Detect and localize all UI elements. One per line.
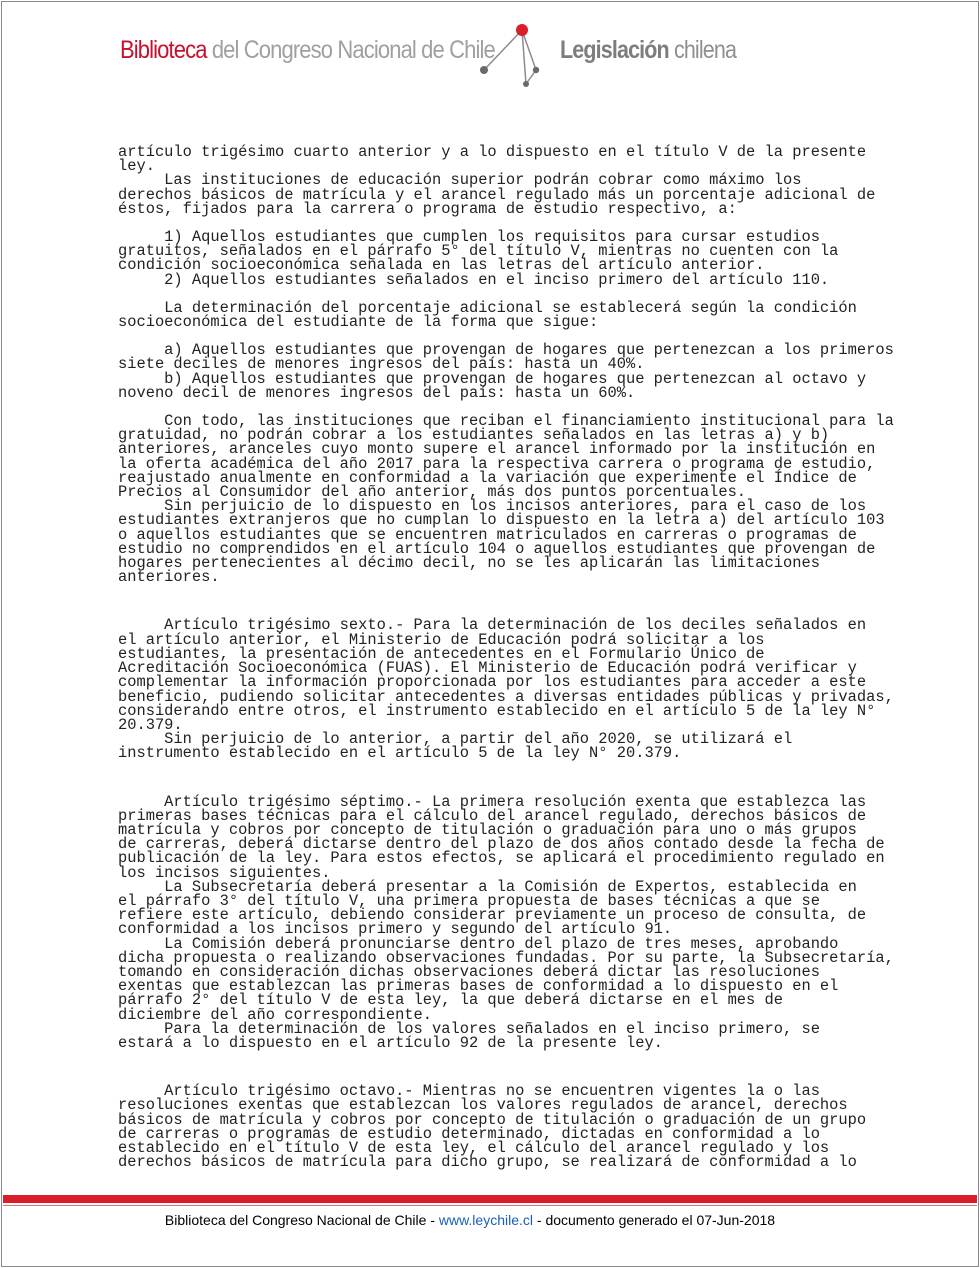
text-line: estudiantes extranjeros que no cumplan lo dispuesto en la letra a) del artículo 103: [118, 511, 885, 530]
text-line: primeras bases técnicas para el cálculo del arancel regulado, derechos básicos de: [118, 806, 867, 825]
text-line: la oferta académica del año 2017 para la respectiva carrera o programa de estudio,: [118, 454, 876, 473]
text-line: 2) Aquellos estudiantes señalados en el inciso primero del artículo 110.: [118, 270, 830, 289]
text-line: noveno decil de menores ingresos del país: hasta un 60%.: [118, 383, 636, 402]
text-line: reajustado anualmente en conformidad a la variación que experimente el Índice de: [118, 468, 857, 487]
text-line: de carreras o programas de estudio determinado, dictadas en conformidad a lo: [118, 1124, 820, 1143]
text-line: instrumento establecido en el artículo 5 de la ley N° 20.379.: [118, 744, 682, 763]
text-line: gratuitos, señalados en el párrafo 5° del título V, mientras no cuenten con la: [118, 242, 839, 261]
text-line: anteriores, aranceles cuyo monto supere el arancel informado por la institución en: [118, 440, 876, 459]
text-line: La Comisión deberá pronunciarse dentro del plazo de tres meses, aprobando: [118, 934, 839, 953]
text-line: estará a lo dispuesto en el artículo 92 de la presente ley.: [118, 1033, 663, 1052]
text-line: Precios al Consumidor del año anterior, más dos puntos porcentuales.: [118, 483, 747, 502]
bcn-logo-text: [120, 36, 495, 65]
text-line: el párrafo 3° del título V, una primera propuesta de bases técnicas a que se: [118, 891, 820, 910]
text-line: Acreditación Socioeconómica (FUAS). El Ministerio de Educación podrá verificar y: [118, 659, 857, 678]
text-line: b) Aquellos estudiantes que provengan de hogares que pertenezcan al octavo y: [118, 369, 867, 388]
page-header: [0, 0, 980, 110]
text-line: los incisos siguientes.: [118, 863, 331, 882]
document-body: [118, 143, 938, 1172]
text-line: gratuidad, no podrán cobrar a los estudiantes señalados en las letras a) y b): [118, 426, 830, 445]
footer-suffix: - documento generado el 07-Jun-2018: [533, 1212, 776, 1228]
text-line: siete deciles de menores ingresos del país: hasta un 40%.: [118, 355, 645, 374]
text-line: Las instituciones de educación superior podrán cobrar como máximo los: [118, 171, 802, 190]
text-line: beneficio, pudiendo solicitar antecedentes a diversas entidades públicas y privadas,: [118, 687, 894, 706]
text-line: básicos de matrícula y cobros por concepto de titulación o graduación de un grupo: [118, 1110, 867, 1129]
text-line: derechos básicos de matrícula y el arancel regulado más un porcentaje adicional de: [118, 185, 876, 204]
text-line: Con todo, las instituciones que reciban el financiamiento institucional para la: [118, 412, 894, 431]
text-line: a) Aquellos estudiantes que provengan de hogares que pertenezcan a los primeros: [118, 341, 894, 360]
text-line: Artículo trigésimo octavo.- Mientras no se encuentren vigentes la o las: [118, 1082, 820, 1101]
text-line: derechos básicos de matrícula para dicho grupo, se realizará de conformidad a lo: [118, 1153, 857, 1172]
text-line: resoluciones exentas que establezcan los valores regulados de arancel, derechos: [118, 1096, 848, 1115]
text-line: anteriores.: [118, 568, 220, 587]
text-line: matrícula y cobros por concepto de titulación o graduación para uno o más grupos: [118, 820, 857, 839]
text-line: publicación de la ley. Para estos efectos, se aplicará el procedimiento regulado en: [118, 849, 885, 868]
text-line: dicha propuesta o realizando observaciones fundadas. Por su parte, la Subsecretaría,: [118, 948, 894, 967]
text-line: exentas que establezcan las primeras bases de conformidad a lo dispuesto en el: [118, 977, 839, 996]
body-block-articulo-37: [118, 792, 938, 1052]
text-line: estudio no comprendidos en el artículo 104 o aquellos estudiantes que provengan de: [118, 539, 876, 558]
text-line: establecido en el título V de esta ley, el cálculo del arancel regulado y los: [118, 1138, 830, 1157]
footer-divider: [3, 1205, 977, 1206]
text-line: Para la determinación de los valores señalados en el inciso primero, se: [118, 1019, 820, 1038]
text-line: La Subsecretaría deberá presentar a la Comisión de Expertos, establecida en: [118, 877, 857, 896]
text-line: 1) Aquellos estudiantes que cumplen los requisitos para cursar estudios: [118, 228, 820, 247]
text-line: de carreras, deberá dictarse dentro del plazo de dos años contado desde la fecha de: [118, 835, 885, 854]
text-line: o aquellos estudiantes que se encuentren matriculados en carreras o programas de: [118, 525, 857, 544]
text-line: considerando entre otros, el instrumento establecido en el artículo 5 de la ley N°: [118, 701, 876, 720]
text-line: estudiantes, la presentación de antecedentes en el Formulario Único de: [118, 644, 765, 663]
logo-brand-word: Biblioteca: [120, 36, 207, 64]
text-line: La determinación del porcentaje adicional se establecerá según la condición: [118, 298, 857, 317]
logo-legislacion-word: Legislación: [560, 36, 669, 64]
leychile-link[interactable]: www.leychile.cl: [438, 1212, 533, 1228]
body-block-articulo-38: [118, 1082, 938, 1172]
text-line: condición socioeconómica señalada en las letras del artículo anterior.: [118, 256, 765, 275]
bcn-triangle-logo-icon: [478, 20, 550, 90]
text-line: complementar la información proporcionada por los estudiantes para acceder a este: [118, 673, 867, 692]
logo-brand-rest: del Congreso Nacional de Chile: [206, 36, 495, 64]
text-line: diciembre del año correspondiente.: [118, 1005, 433, 1024]
legislacion-chilena-logo-text: [560, 36, 736, 65]
text-line: éstos, fijados para la carrera o programa de estudio respectivo, a:: [118, 199, 737, 218]
footer-red-bar: [3, 1195, 977, 1203]
footer-caption: [0, 1212, 940, 1228]
body-block-articulo-36: [118, 616, 938, 763]
text-line: Sin perjuicio de lo dispuesto en los incisos anteriores, para el caso de los: [118, 497, 867, 516]
text-line: refiere este artículo, debiendo considerar previamente un proceso de consulta, de: [118, 906, 867, 925]
footer-prefix: Biblioteca del Congreso Nacional de Chile -: [164, 1212, 439, 1228]
text-line: párrafo 2° del título V de esta ley, la que deberá dictarse en el mes de: [118, 991, 783, 1010]
text-line: Sin perjuicio de lo anterior, a partir del año 2020, se utilizará el: [118, 730, 793, 749]
body-block-articulo-35: [118, 143, 938, 587]
text-line: tomando en consideración dichas observaciones deberá dictar las resoluciones: [118, 962, 820, 981]
text-line: hogares pertenecientes al décimo decil, no se les aplicarán las limitaciones: [118, 554, 820, 573]
text-line: conformidad a los incisos primero y segundo del artículo 91.: [118, 920, 673, 939]
logo-chilena-word: chilena: [668, 36, 737, 64]
text-line: socioeconómica del estudiante de la forma que sigue:: [118, 313, 599, 332]
text-line: el artículo anterior, el Ministerio de Educación podrá solicitar a los: [118, 630, 765, 649]
text-line: ley.: [118, 157, 155, 176]
text-line: artículo trigésimo cuarto anterior y a lo dispuesto en el título V de la presente: [118, 143, 867, 161]
text-line: 20.379.: [118, 715, 183, 734]
text-line: Artículo trigésimo séptimo.- La primera resolución exenta que establezca las: [118, 792, 867, 811]
text-line: Artículo trigésimo sexto.- Para la determinación de los deciles señalados en: [118, 616, 867, 635]
